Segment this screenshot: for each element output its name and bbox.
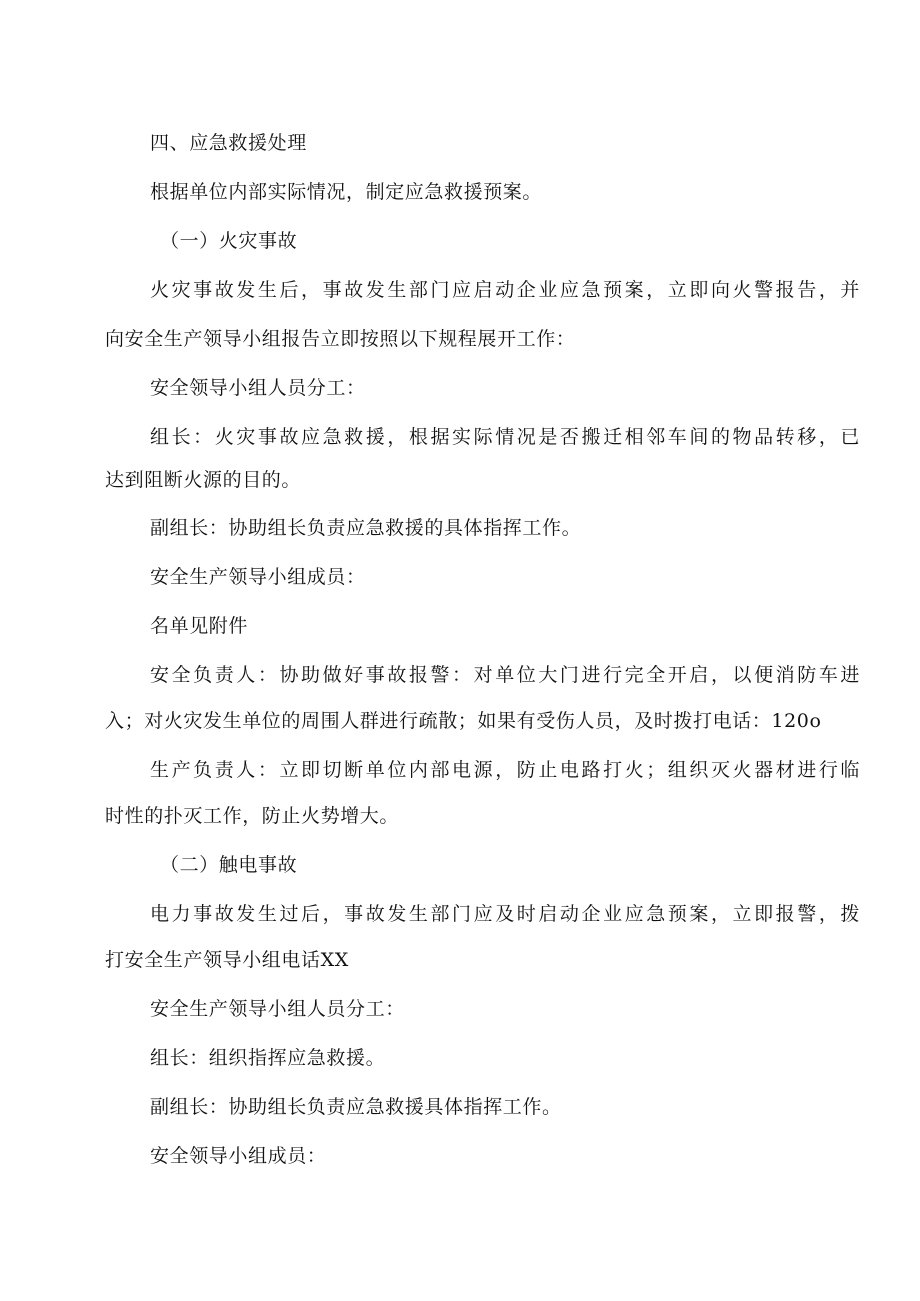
fire-members-note: 名单见附件 xyxy=(150,615,249,637)
section-heading: 四、应急救援处理 xyxy=(150,132,307,154)
fire-safety-line-2: 入；对火灾发生单位的周围人群进行疏散；如果有受伤人员，及时拨打电话：120o xyxy=(105,710,822,732)
electric-heading: （二）触电事故 xyxy=(160,854,298,876)
fire-division-title: 安全领导小组人员分工： xyxy=(150,377,366,399)
fire-members-title: 安全生产领导小组成员： xyxy=(150,566,366,588)
fire-safety-line-1: 安全负责人：协助做好事故报警：对单位大门进行完全开启，以便消防车进 xyxy=(150,664,860,686)
electric-paragraph-line-1: 电力事故发生过后，事故发生部门应及时启动企业应急预案，立即报警，拨 xyxy=(150,903,860,925)
fire-deputy: 副组长：协助组长负责应急救援的具体指挥工作。 xyxy=(150,517,582,539)
electric-members-title: 安全领导小组成员： xyxy=(150,1145,327,1167)
electric-paragraph-line-2: 打安全生产领导小组电话XX xyxy=(105,949,349,971)
fire-production-line-2: 时性的扑灭工作，防止火势增大。 xyxy=(105,805,400,827)
electric-deputy: 副组长：协助组长负责应急救援具体指挥工作。 xyxy=(150,1096,562,1118)
fire-production-line-1: 生产负责人：立即切断单位内部电源，防止电路打火；组织灭火器材进行临 xyxy=(150,759,860,781)
fire-leader-line-1: 组长：火灾事故应急救援，根据实际情况是否搬迁相邻车间的物品转移，已 xyxy=(150,426,860,448)
electric-division-title: 安全生产领导小组人员分工： xyxy=(150,998,405,1020)
electric-leader: 组长：组织指挥应急救援。 xyxy=(150,1047,386,1069)
fire-heading: （一）火灾事故 xyxy=(160,230,298,252)
fire-paragraph-line-1: 火灾事故发生后，事故发生部门应启动企业应急预案，立即向火警报告，并 xyxy=(150,279,860,301)
fire-leader-line-2: 达到阻断火源的目的。 xyxy=(105,469,302,491)
intro-paragraph: 根据单位内部实际情况，制定应急救援预案。 xyxy=(150,181,543,203)
fire-paragraph-line-2: 向安全生产领导小组报告立即按照以下规程展开工作： xyxy=(105,328,576,350)
